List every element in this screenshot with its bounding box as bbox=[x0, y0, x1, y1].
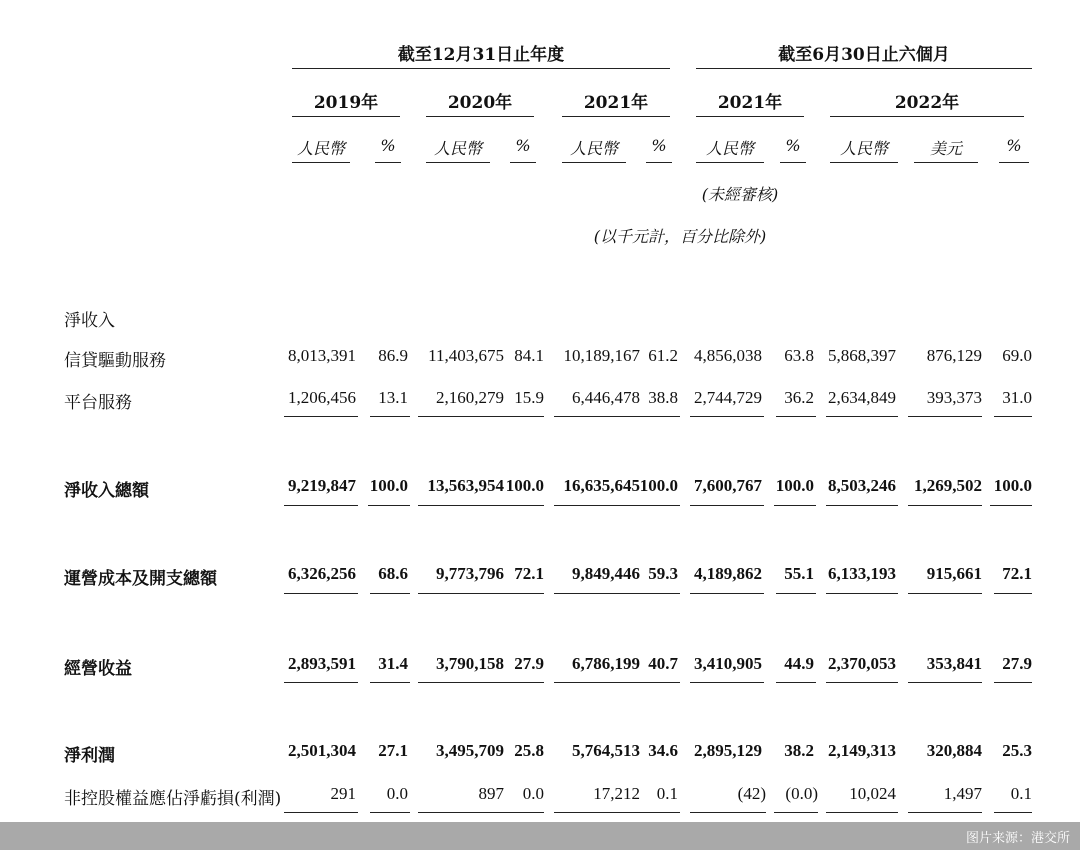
table-cell: 10,189,167 bbox=[563, 346, 640, 365]
cell-underline bbox=[908, 812, 982, 813]
table-cell: 0.1 bbox=[656, 784, 678, 803]
cell-underline bbox=[368, 505, 410, 506]
table-cell: 6,133,193 bbox=[828, 564, 896, 583]
cell-underline bbox=[826, 416, 898, 417]
unit-rule bbox=[780, 162, 806, 163]
table-cell: 2,160,279 bbox=[436, 388, 504, 407]
unit-header: % bbox=[380, 136, 396, 155]
row-label-opex: 運營成本及開支總額 bbox=[64, 569, 217, 589]
table-cell: 7,600,767 bbox=[694, 476, 762, 495]
unit-rule bbox=[562, 162, 626, 163]
table-cell: 72.1 bbox=[1002, 564, 1032, 583]
table-cell: 17,212 bbox=[593, 784, 640, 803]
table-cell: 0.1 bbox=[1010, 784, 1032, 803]
table-cell: 1,269,502 bbox=[914, 476, 982, 495]
cell-underline bbox=[504, 812, 544, 813]
table-cell: 11,403,675 bbox=[428, 346, 504, 365]
cell-underline bbox=[994, 416, 1032, 417]
table-cell: 34.6 bbox=[648, 741, 678, 760]
table-cell: 44.9 bbox=[784, 654, 814, 673]
cell-underline bbox=[284, 416, 358, 417]
cell-underline bbox=[690, 682, 764, 683]
cell-underline bbox=[908, 505, 982, 506]
table-cell: 876,129 bbox=[926, 346, 982, 365]
cell-underline bbox=[826, 505, 898, 506]
year-header-2021-h1: 2021年 bbox=[717, 93, 783, 113]
table-cell: 0.0 bbox=[386, 784, 408, 803]
table-cell: 100.0 bbox=[369, 476, 408, 495]
table-cell: 915,661 bbox=[926, 564, 982, 583]
table-cell: 6,326,256 bbox=[288, 564, 356, 583]
table-cell: 2,893,591 bbox=[288, 654, 356, 673]
unit-rule bbox=[426, 162, 490, 163]
unit-header: % bbox=[651, 136, 667, 155]
table-cell: 2,370,053 bbox=[828, 654, 896, 673]
table-cell: 63.8 bbox=[784, 346, 814, 365]
cell-underline bbox=[370, 593, 410, 594]
cell-underline bbox=[504, 682, 544, 683]
header-rule-fiscal-year bbox=[292, 68, 670, 69]
table-cell: 9,219,847 bbox=[288, 476, 356, 495]
header-rule-six-months bbox=[696, 68, 1032, 69]
cell-underline bbox=[690, 416, 764, 417]
cell-underline bbox=[908, 593, 982, 594]
cell-underline bbox=[774, 505, 816, 506]
cell-underline bbox=[502, 505, 544, 506]
row-label-nci: 非控股權益應佔淨虧損(利潤) bbox=[64, 789, 282, 809]
table-cell: 5,868,397 bbox=[828, 346, 896, 365]
cell-underline bbox=[776, 416, 816, 417]
cell-underline bbox=[554, 505, 640, 506]
table-cell: 25.8 bbox=[514, 741, 544, 760]
table-cell: 1,206,456 bbox=[288, 388, 356, 407]
year-rule bbox=[830, 116, 1024, 117]
table-cell: 393,373 bbox=[926, 388, 982, 407]
table-cell: 15.9 bbox=[514, 388, 544, 407]
year-header-2021: 2021年 bbox=[583, 93, 649, 113]
row-label-platform: 平台服務 bbox=[64, 393, 132, 413]
table-cell: 6,786,199 bbox=[572, 654, 640, 673]
unit-rule bbox=[999, 162, 1029, 163]
unit-header: 人民幣 bbox=[569, 139, 618, 158]
cell-underline bbox=[554, 416, 640, 417]
row-label-credit-driven: 信貸驅動服務 bbox=[64, 351, 166, 371]
table-cell: 86.9 bbox=[378, 346, 408, 365]
table-cell: 9,773,796 bbox=[436, 564, 504, 583]
table-cell: 59.3 bbox=[648, 564, 678, 583]
table-cell: 320,884 bbox=[926, 741, 982, 760]
cell-underline bbox=[908, 682, 982, 683]
cell-underline bbox=[774, 812, 818, 813]
table-cell: 100.0 bbox=[775, 476, 814, 495]
cell-underline bbox=[284, 812, 358, 813]
table-cell: 31.4 bbox=[378, 654, 408, 673]
cell-underline bbox=[776, 593, 816, 594]
unit-header: 人民幣 bbox=[296, 139, 345, 158]
cell-underline bbox=[554, 593, 640, 594]
cell-underline bbox=[418, 593, 506, 594]
table-cell: 897 bbox=[478, 784, 504, 803]
table-cell: 3,790,158 bbox=[436, 654, 504, 673]
year-rule bbox=[292, 116, 400, 117]
unit-header: 人民幣 bbox=[433, 139, 482, 158]
year-header-2022-h1: 2022年 bbox=[894, 93, 960, 113]
cell-underline bbox=[690, 505, 764, 506]
cell-underline bbox=[504, 593, 544, 594]
table-cell: 16,635,645 bbox=[563, 476, 640, 495]
table-cell: (0.0) bbox=[785, 784, 818, 803]
table-cell: 100.0 bbox=[639, 476, 678, 495]
cell-underline bbox=[908, 416, 982, 417]
unit-rule bbox=[510, 162, 536, 163]
year-header-2019: 2019年 bbox=[313, 93, 379, 113]
table-cell: 38.8 bbox=[648, 388, 678, 407]
unit-header: % bbox=[785, 136, 801, 155]
table-cell: 100.0 bbox=[505, 476, 544, 495]
source-bar bbox=[0, 822, 1080, 850]
cell-underline bbox=[990, 505, 1032, 506]
cell-underline bbox=[994, 593, 1032, 594]
unit-rule bbox=[696, 162, 764, 163]
table-cell: 2,501,304 bbox=[288, 741, 356, 760]
cell-underline bbox=[370, 812, 410, 813]
unaudited-note: (未經審核) bbox=[701, 185, 779, 204]
year-rule bbox=[426, 116, 534, 117]
cell-underline bbox=[994, 812, 1032, 813]
cell-underline bbox=[640, 812, 680, 813]
table-cell: 100.0 bbox=[993, 476, 1032, 495]
table-cell: 2,744,729 bbox=[694, 388, 762, 407]
unit-rule bbox=[646, 162, 672, 163]
unit-rule bbox=[914, 162, 978, 163]
cell-underline bbox=[418, 812, 506, 813]
table-cell: 13.1 bbox=[378, 388, 408, 407]
unit-header: % bbox=[1006, 136, 1022, 155]
table-cell: 40.7 bbox=[648, 654, 678, 673]
table-cell: 27.1 bbox=[378, 741, 408, 760]
cell-underline bbox=[638, 505, 680, 506]
table-cell: 3,410,905 bbox=[694, 654, 762, 673]
year-rule bbox=[562, 116, 670, 117]
cell-underline bbox=[284, 682, 358, 683]
table-cell: 2,895,129 bbox=[694, 741, 762, 760]
table-cell: 31.0 bbox=[1002, 388, 1032, 407]
table-cell: 27.9 bbox=[1002, 654, 1032, 673]
unit-note: (以千元計，百分比除外) bbox=[593, 227, 767, 246]
cell-underline bbox=[504, 416, 544, 417]
source-credit: 图片来源：港交所 bbox=[965, 831, 1070, 846]
cell-underline bbox=[826, 593, 898, 594]
header-group-fiscal-year: 截至12月31日止年度 bbox=[397, 45, 565, 65]
cell-underline bbox=[418, 505, 506, 506]
table-cell: 8,503,246 bbox=[828, 476, 896, 495]
table-cell: 1,497 bbox=[943, 784, 982, 803]
table-cell: 6,446,478 bbox=[572, 388, 640, 407]
table-cell: 68.6 bbox=[378, 564, 408, 583]
unit-header: % bbox=[515, 136, 531, 155]
table-cell: 27.9 bbox=[514, 654, 544, 673]
table-cell: 55.1 bbox=[784, 564, 814, 583]
row-label-net-revenue: 淨收入 bbox=[64, 311, 115, 331]
table-cell: 8,013,391 bbox=[288, 346, 356, 365]
table-cell: 2,149,313 bbox=[828, 741, 896, 760]
cell-underline bbox=[994, 682, 1032, 683]
unit-rule bbox=[292, 162, 350, 163]
table-cell: 2,634,849 bbox=[828, 388, 896, 407]
table-cell: 4,189,862 bbox=[694, 564, 762, 583]
table-cell: 72.1 bbox=[514, 564, 544, 583]
table-cell: 38.2 bbox=[784, 741, 814, 760]
unit-rule bbox=[375, 162, 401, 163]
table-cell: 291 bbox=[330, 784, 356, 803]
table-cell: 9,849,446 bbox=[572, 564, 640, 583]
table-cell: 10,024 bbox=[849, 784, 896, 803]
table-cell: 0.0 bbox=[522, 784, 544, 803]
cell-underline bbox=[284, 593, 358, 594]
cell-underline bbox=[826, 812, 898, 813]
table-cell: (42) bbox=[737, 784, 766, 803]
unit-header: 人民幣 bbox=[839, 139, 888, 158]
year-header-2020: 2020年 bbox=[447, 93, 513, 113]
table-cell: 61.2 bbox=[648, 346, 678, 365]
table-cell: 84.1 bbox=[514, 346, 544, 365]
header-group-six-months: 截至6月30日止六個月 bbox=[778, 45, 950, 65]
cell-underline bbox=[418, 416, 506, 417]
table-cell: 36.2 bbox=[784, 388, 814, 407]
table-cell: 25.3 bbox=[1002, 741, 1032, 760]
table-cell: 69.0 bbox=[1002, 346, 1032, 365]
year-rule bbox=[696, 116, 804, 117]
cell-underline bbox=[640, 416, 680, 417]
cell-underline bbox=[284, 505, 358, 506]
cell-underline bbox=[690, 593, 764, 594]
row-label-net-income: 淨利潤 bbox=[64, 746, 115, 766]
row-label-total-net-revenue: 淨收入總額 bbox=[64, 481, 149, 501]
unit-header: 美元 bbox=[929, 139, 962, 158]
cell-underline bbox=[640, 593, 680, 594]
unit-rule bbox=[830, 162, 898, 163]
cell-underline bbox=[554, 812, 640, 813]
table-cell: 4,856,038 bbox=[694, 346, 762, 365]
unit-header: 人民幣 bbox=[705, 139, 754, 158]
table-cell: 13,563,954 bbox=[427, 476, 504, 495]
cell-underline bbox=[554, 682, 640, 683]
cell-underline bbox=[370, 416, 410, 417]
cell-underline bbox=[418, 682, 506, 683]
table-cell: 5,764,513 bbox=[572, 741, 640, 760]
cell-underline bbox=[640, 682, 680, 683]
table-cell: 3,495,709 bbox=[436, 741, 504, 760]
cell-underline bbox=[826, 682, 898, 683]
table-cell: 353,841 bbox=[926, 654, 982, 673]
cell-underline bbox=[690, 812, 766, 813]
row-label-operating-income: 經營收益 bbox=[64, 659, 132, 679]
cell-underline bbox=[370, 682, 410, 683]
cell-underline bbox=[776, 682, 816, 683]
